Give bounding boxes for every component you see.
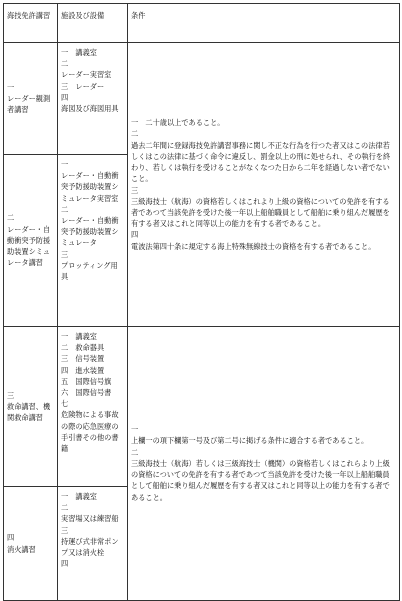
facility-item: 三 bbox=[61, 249, 69, 259]
facility-item: 四 bbox=[61, 92, 69, 102]
course-number: 四 bbox=[7, 533, 15, 543]
condition-item: 三級海技士（航海）の資格若しくはこれより上級の資格についての免許を有する者であつて当該免許を受けた後一年以上船舶職員として船舶に乗り組んだ履歴を有する者又はこれと同等以上の能力を有する者であること。 bbox=[131, 196, 390, 229]
facilities-cell bbox=[58, 487, 128, 601]
table-row bbox=[4, 327, 400, 487]
facilities-cell bbox=[58, 155, 128, 327]
course-name: レーダー観測者講習 bbox=[7, 93, 51, 115]
facility-item: 六 国際信号書 bbox=[61, 388, 112, 398]
facility-item: 一 講義室 bbox=[61, 332, 97, 341]
course-name: 救命講習、機関救命講習 bbox=[7, 401, 51, 423]
condition-item: 一 bbox=[131, 425, 139, 435]
course-cell bbox=[4, 327, 58, 487]
facility-item: レーダー・自動衝突予防援助装置シミュレータ実習室 bbox=[61, 171, 119, 203]
condition-item: 四 bbox=[131, 230, 139, 240]
header-facilities: 施設及び設備 bbox=[58, 4, 128, 43]
facility-item: 二 救命器具 bbox=[61, 343, 105, 353]
facility-item: 持運び式非常ポンプ又は消火栓 bbox=[61, 536, 119, 558]
facility-item: 七 bbox=[61, 399, 69, 409]
facility-item: 実習場又は練習船 bbox=[61, 514, 119, 524]
conditions-cell bbox=[128, 43, 400, 327]
facility-item: 海図及び海図用具 bbox=[61, 104, 119, 114]
facilities-cell bbox=[58, 327, 128, 487]
facility-item: 三 レーダー bbox=[61, 81, 105, 91]
facility-item: 四 進水装置 bbox=[61, 365, 105, 375]
facility-item: レーダー実習室 bbox=[61, 70, 112, 80]
facility-item: 一 講義室 bbox=[61, 48, 97, 57]
course-number: 二 bbox=[7, 213, 15, 223]
facility-item: レーダー・自動衝突予防援助装置シミュレータ bbox=[61, 216, 119, 248]
course-requirements-table bbox=[3, 3, 400, 601]
facility-item: 二 bbox=[61, 59, 69, 69]
conditions-cell bbox=[128, 327, 400, 601]
table-row bbox=[4, 43, 400, 155]
course-cell bbox=[4, 43, 58, 155]
facility-item: 三 信号装置 bbox=[61, 354, 105, 364]
facility-item: 二 bbox=[61, 503, 69, 513]
condition-item: 二 bbox=[131, 447, 139, 457]
facility-item: 五 国際信号旗 bbox=[61, 376, 112, 386]
header-conditions: 条件 bbox=[128, 4, 400, 43]
course-cell bbox=[4, 487, 58, 601]
course-number: 一 bbox=[7, 82, 15, 92]
facility-item: 三 bbox=[61, 525, 69, 535]
condition-item: 三級海技士（航海）若しくは三級海技士（機関）の資格若しくはこれらより上級の資格についての免許を有する者であつて当該免許を受けた後一年以上船舶職員として船舶に乗り組んだ履歴を有する者又はこれと同等以上の能力を有する者であること。 bbox=[131, 458, 390, 502]
facility-item: 一 講義室 bbox=[61, 492, 97, 501]
course-name: レーダー・自動衝突予防援助装置シミュレータ講習 bbox=[7, 224, 51, 268]
condition-item: 上欄一の項下欄第一号及び第二号に掲げる条件に適合する者であること。 bbox=[131, 436, 369, 446]
facility-item: 二 bbox=[61, 204, 69, 214]
header-course: 海技免許講習 bbox=[4, 4, 58, 43]
facilities-cell bbox=[58, 43, 128, 155]
facility-item: 危険物による事故の際の応急医療の手引書その他の書籍 bbox=[61, 410, 119, 454]
facility-item: 四 bbox=[61, 559, 69, 569]
facility-item: 一 bbox=[61, 160, 69, 169]
course-name: 消火講習 bbox=[7, 544, 36, 554]
condition-item: 過去二年間に登録海技免許講習事務に関し不正な行為を行つた者又はこの法律若しくはこの法律に基づく命令に違反し、罰金以上の刑に処せられ、その執行を終わり、若しくは執行を受けることがなくなつた日から二年を経過しない者でないこと。 bbox=[131, 140, 391, 184]
condition-item: 二 bbox=[131, 129, 139, 139]
condition-item: 三 bbox=[131, 185, 139, 195]
facility-item: プロッティング用具 bbox=[61, 260, 118, 282]
header-row bbox=[4, 4, 400, 43]
condition-item: 一 二十歳以上であること。 bbox=[131, 118, 225, 128]
course-number: 三 bbox=[7, 390, 15, 400]
condition-item: 電波法第四十条に規定する海上特殊無線技士の資格を有する者であること。 bbox=[131, 241, 376, 251]
course-cell bbox=[4, 155, 58, 327]
